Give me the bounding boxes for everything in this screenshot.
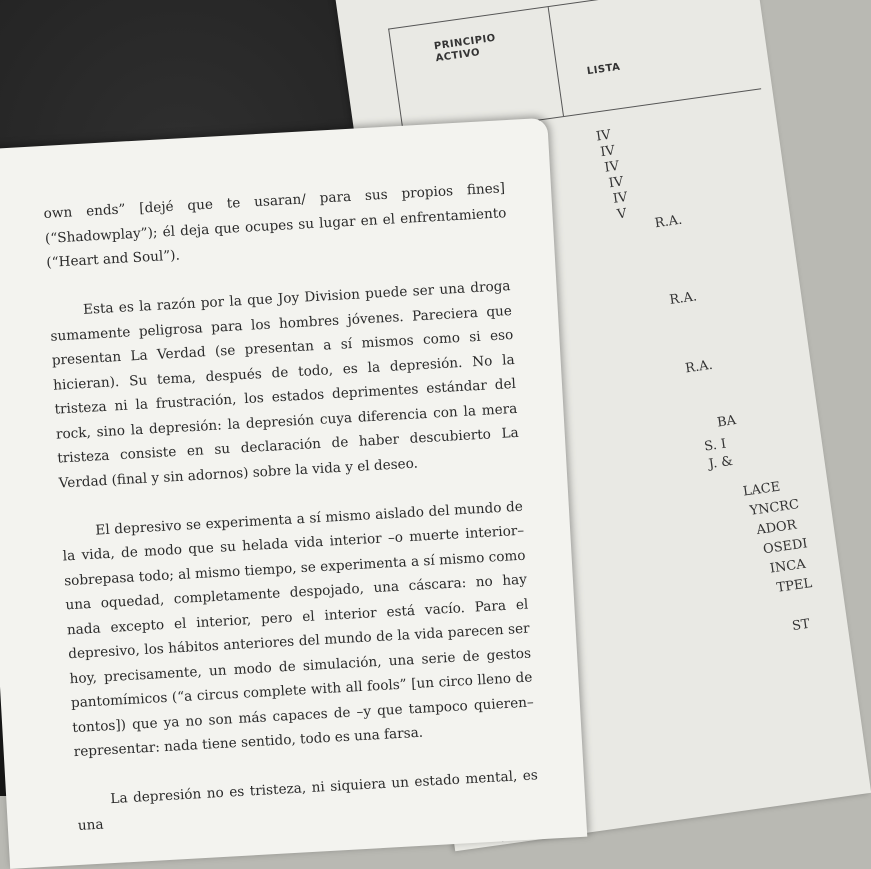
- ra-value: R.A.: [684, 357, 714, 377]
- far-right-value: YNCRC: [748, 497, 801, 519]
- far-right-value: BA: [716, 413, 738, 431]
- page-body: [43, 176, 540, 838]
- book-page: [0, 118, 587, 869]
- lista-value: IV: [607, 174, 625, 192]
- table-column-rule: [548, 7, 564, 116]
- ra-value: R.A.: [668, 289, 698, 308]
- ra-value: R.A.: [653, 212, 684, 232]
- far-right-value: ST: [791, 616, 811, 635]
- header-principio-activo: PRINCIPIO ACTIVO: [433, 32, 497, 65]
- lista-value: V: [616, 206, 628, 223]
- paragraph: La depresión no es tristeza, ni siquiera un estado mental, es una: [77, 767, 539, 834]
- ra-value: J. &: [707, 453, 734, 473]
- ra-value: S. I: [703, 436, 728, 455]
- paragraph: Esta es la razón por la que Joy Division puede ser una droga sumamente peligrosa para los hombres jóvenes. Pareciera que presentan La Verdad (se presentan a sí mismos como si eso hicieran). Su tema, después de todo, es la depresión. No la tristeza ni la frustración, los estados deprimentes estándar del rock, sino la depresión: la depresión cuya diferencia con la mera tristeza consiste en su declaración de haber descubierto La Verdad (final y sin adornos) sobre la vida y el deseo.: [50, 278, 520, 492]
- far-right-value: OSEDI: [762, 536, 809, 558]
- far-right-value: INCA: [769, 556, 807, 577]
- header-lista: LISTA: [586, 61, 622, 78]
- far-right-value: TPEL: [775, 576, 814, 596]
- far-right-value: LACE: [742, 479, 782, 500]
- far-right-value: ADOR: [755, 517, 798, 539]
- paragraph: El depresivo se experimenta a sí mismo aislado del mundo de la vida, de modo que su helada vida interior –o muerte interior– sobrepasa todo; al mismo tiempo, se experimenta a sí mismo como una oquedad, completamente despojado, una cáscara: no hay nada excepto el interior, pero el interior está vacío. Para el depresivo, los hábitos anteriores del mundo de la vida parecen ser hoy, precisamente, un modo de simulación, una serie de gestos pantomímicos (“a circus complete with all fools” [un circo lleno de tontos]) que ya no son más capaces de –y que tampoco quieren– representar: nada tiene sentido, todo es una farsa.: [62, 498, 535, 761]
- paragraph: own ends” [dejé que te usaran/ para sus propios fines] (“Shadowplay”); él deja que ocupes su lugar en el enfrentamiento (“Heart and Soul”).: [43, 180, 507, 271]
- lista-value: IV: [599, 143, 616, 161]
- lista-value: IV: [603, 158, 621, 176]
- lista-value: IV: [612, 189, 629, 207]
- lista-value: IV: [595, 127, 612, 145]
